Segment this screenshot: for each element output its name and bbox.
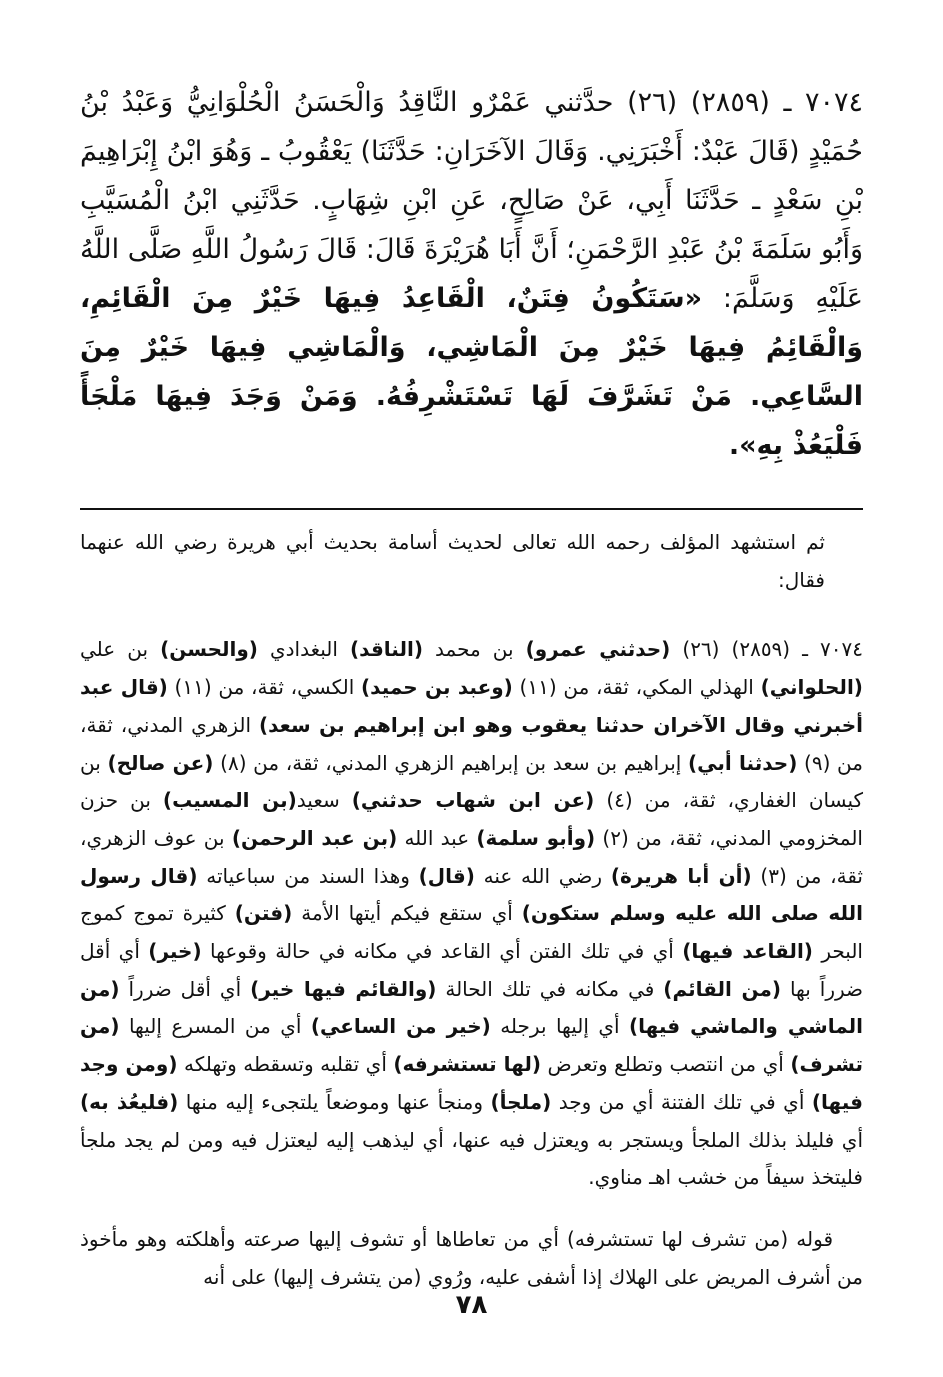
book-page bbox=[80, 78, 863, 1296]
plain-phrase: البغدادي bbox=[257, 637, 350, 662]
bold-phrase: (خير) bbox=[148, 939, 202, 964]
plain-phrase: أي إليها برجله bbox=[490, 1014, 630, 1039]
plain-phrase: إبراهيم بن سعد بن إبراهيم الزهري المدني، ثقة، من (٨) bbox=[213, 750, 689, 775]
plain-phrase: كثيرة تموج كموج البحر bbox=[80, 901, 863, 964]
commentary-sharh bbox=[80, 631, 863, 1197]
plain-phrase: أي أقل ضرراً بها bbox=[80, 939, 864, 1001]
bold-phrase: (حدثني عمرو) bbox=[525, 637, 671, 662]
bold-phrase: (والحسن) bbox=[160, 637, 258, 662]
bold-phrase: (فليعُذ به) bbox=[80, 1089, 179, 1114]
bold-phrase: (القاعد فيها) bbox=[682, 939, 813, 964]
bold-phrase: (بن عبد الرحمن) bbox=[231, 825, 398, 850]
bold-phrase: (حدثنا أبي) bbox=[688, 750, 798, 775]
plain-phrase: الهذلي المكي، ثقة، من (١١) bbox=[512, 675, 761, 700]
commentary-intro: ثم استشهد المؤلف رحمه الله تعالى لحديث أسامة بحديث أبي هريرة رضي الله عنهما فقال: bbox=[80, 530, 825, 592]
plain-phrase: بن محمد bbox=[422, 637, 526, 662]
plain-phrase: بن عوف الزهري، ثقة، من (٣) bbox=[80, 825, 863, 888]
plain-phrase: بن علي bbox=[80, 637, 161, 662]
bold-phrase: (قال) bbox=[418, 863, 475, 888]
plain-phrase: أي من انتصب وتطلع وتعرض bbox=[541, 1052, 791, 1077]
plain-phrase: في مكانه في تلك الحالة bbox=[436, 976, 664, 1001]
plain-phrase: أي تقلبه وتسقطه وتهلكه bbox=[177, 1052, 394, 1077]
plain-phrase: وهذا السند من سباعياته bbox=[197, 863, 419, 888]
bold-phrase: (قال عبد أخبرني وقال الآخران حدثنا يعقوب وهو ابن إبراهيم بن سعد) bbox=[80, 675, 863, 737]
plain-phrase: سعيد bbox=[296, 788, 352, 813]
hadith-text bbox=[80, 78, 863, 470]
bold-phrase: (من القائم) bbox=[663, 976, 781, 1001]
plain-phrase: الزهري المدني، ثقة، من (٩) bbox=[80, 712, 863, 775]
bold-phrase: (خير من الساعي) bbox=[310, 1014, 491, 1039]
plain-phrase: ٧٠٧٤ ـ (٢٨٥٩) (٢٦) bbox=[670, 637, 864, 662]
plain-phrase: أي أقل ضرراً bbox=[119, 976, 251, 1001]
bold-phrase: (الناقد) bbox=[350, 637, 423, 662]
bold-phrase: (بن المسيب) bbox=[162, 788, 297, 813]
plain-phrase: ومنجأ عنها وموضعاً يلتجىء إليه منها bbox=[178, 1089, 491, 1114]
bold-phrase: (وعبد بن حميد) bbox=[361, 675, 513, 700]
plain-phrase: أي فليلذ بذلك الملجأ ويستجر به ويعتزل فيه عنها، أي ليذهب إليه ليعتزل فيه ومن لم يجد ملجأ فليتخذ سيفاً من خشب اهـ مناوي. bbox=[80, 1127, 863, 1190]
bold-phrase: (أن أبا هريرة) bbox=[610, 863, 752, 888]
bold-phrase: (ومن وجد فيها) bbox=[80, 1052, 864, 1114]
plain-phrase: أي من المسرع إليها bbox=[119, 1014, 311, 1039]
page-number: ٧٨ bbox=[455, 1290, 488, 1320]
plain-phrase: عبد الله bbox=[397, 825, 477, 850]
bold-phrase: (قال رسول الله صلى الله عليه وسلم ستكون) bbox=[80, 863, 864, 926]
plain-phrase: رضي الله عنه bbox=[474, 863, 611, 888]
hadith-matn: «سَتَكُونُ فِتَنٌ، الْقَاعِدُ فِيهَا خَيْرٌ مِنَ الْقَائِمِ، وَالْقَائِمُ فِيهَا خَيْرٌ مِنَ الْمَاشِي، وَالْمَاشِي فِيهَا خَيْرٌ مِنَ السَّاعِي. مَنْ تَشَرَّفَ لَهَا تَسْتَشْرِفُهُ. وَمَنْ وَجَدَ فِيهَا مَلْجَأً فَلْيَعُذْ بِهِ». bbox=[80, 283, 863, 461]
plain-phrase: بن حزن المخزومي المدني، ثقة، من (٢) bbox=[80, 788, 863, 850]
bold-phrase: (لها تستشرفه) bbox=[393, 1052, 542, 1077]
plain-phrase: الكسي، ثقة، من (١١) bbox=[167, 675, 361, 700]
hadith-isnad: ٧٠٧٤ ـ (٢٨٥٩) (٢٦) حدَّثني عَمْرٌو النَّاقِدُ وَالْحَسَنُ الْحُلْوَانِيُّ وَعَبْدُ بْنُ حُمَيْدٍ (قَالَ عَبْدٌ: أَخْبَرَنِي. وَقَالَ الآخَرَانِ: حَدَّثَنَا) يَعْقُوبُ ـ وَهُوَ ابْنُ إِبْرَاهِيمَ بْنِ سَعْدٍ ـ حَدَّثَنَا أَبِي، عَنْ صَالِحٍ، عَنِ ابْنِ شِهَابٍ. حَدَّثَنِي ابْنُ الْمُسَيَّبِ وَأَبُو سَلَمَةَ بْنُ عَبْدِ الرَّحْمَنِ؛ أَنَّ أَبَا هُرَيْرَةَ قَالَ: قَالَ رَسُولُ اللَّهِ صَلَّى اللَّهُ عَلَيْهِ وَسَلَّمَ: bbox=[80, 87, 864, 314]
bold-phrase: (فتن) bbox=[234, 901, 293, 926]
bold-phrase: (ملجأ) bbox=[490, 1089, 552, 1114]
bold-phrase: (والقائم فيها خير) bbox=[250, 976, 437, 1001]
plain-phrase: أي في تلك الفتنة أي من وجد bbox=[551, 1089, 812, 1114]
commentary-note: قوله (من تشرف لها تستشرفه) أي من تعاطاها أو تشوف إليها صرعته وأهلكته وهو مأخوذ من أشرف المريض على الهلاك إذا أشفى عليه، ورُوي (من يتشرف إليها) على أنه bbox=[80, 1226, 863, 1289]
bold-phrase: (الحلواني) bbox=[760, 675, 863, 700]
plain-phrase: أي ستقع فيكم أيتها الأمة bbox=[292, 901, 522, 926]
plain-phrase: بن كيسان الغفاري، ثقة، من (٤) bbox=[80, 750, 864, 813]
footnote-separator bbox=[80, 508, 863, 510]
bold-phrase: (من تشرف) bbox=[80, 1014, 863, 1077]
plain-phrase: أي في تلك الفتن أي القاعد في مكانه في حالة وقوعها bbox=[201, 939, 683, 964]
bold-phrase: (وأبو سلمة) bbox=[476, 825, 596, 850]
bold-phrase: (عن صالح) bbox=[107, 750, 214, 775]
bold-phrase: (عن ابن شهاب حدثني) bbox=[351, 788, 595, 813]
bold-phrase: (من الماشي والماشي فيها) bbox=[80, 976, 864, 1039]
